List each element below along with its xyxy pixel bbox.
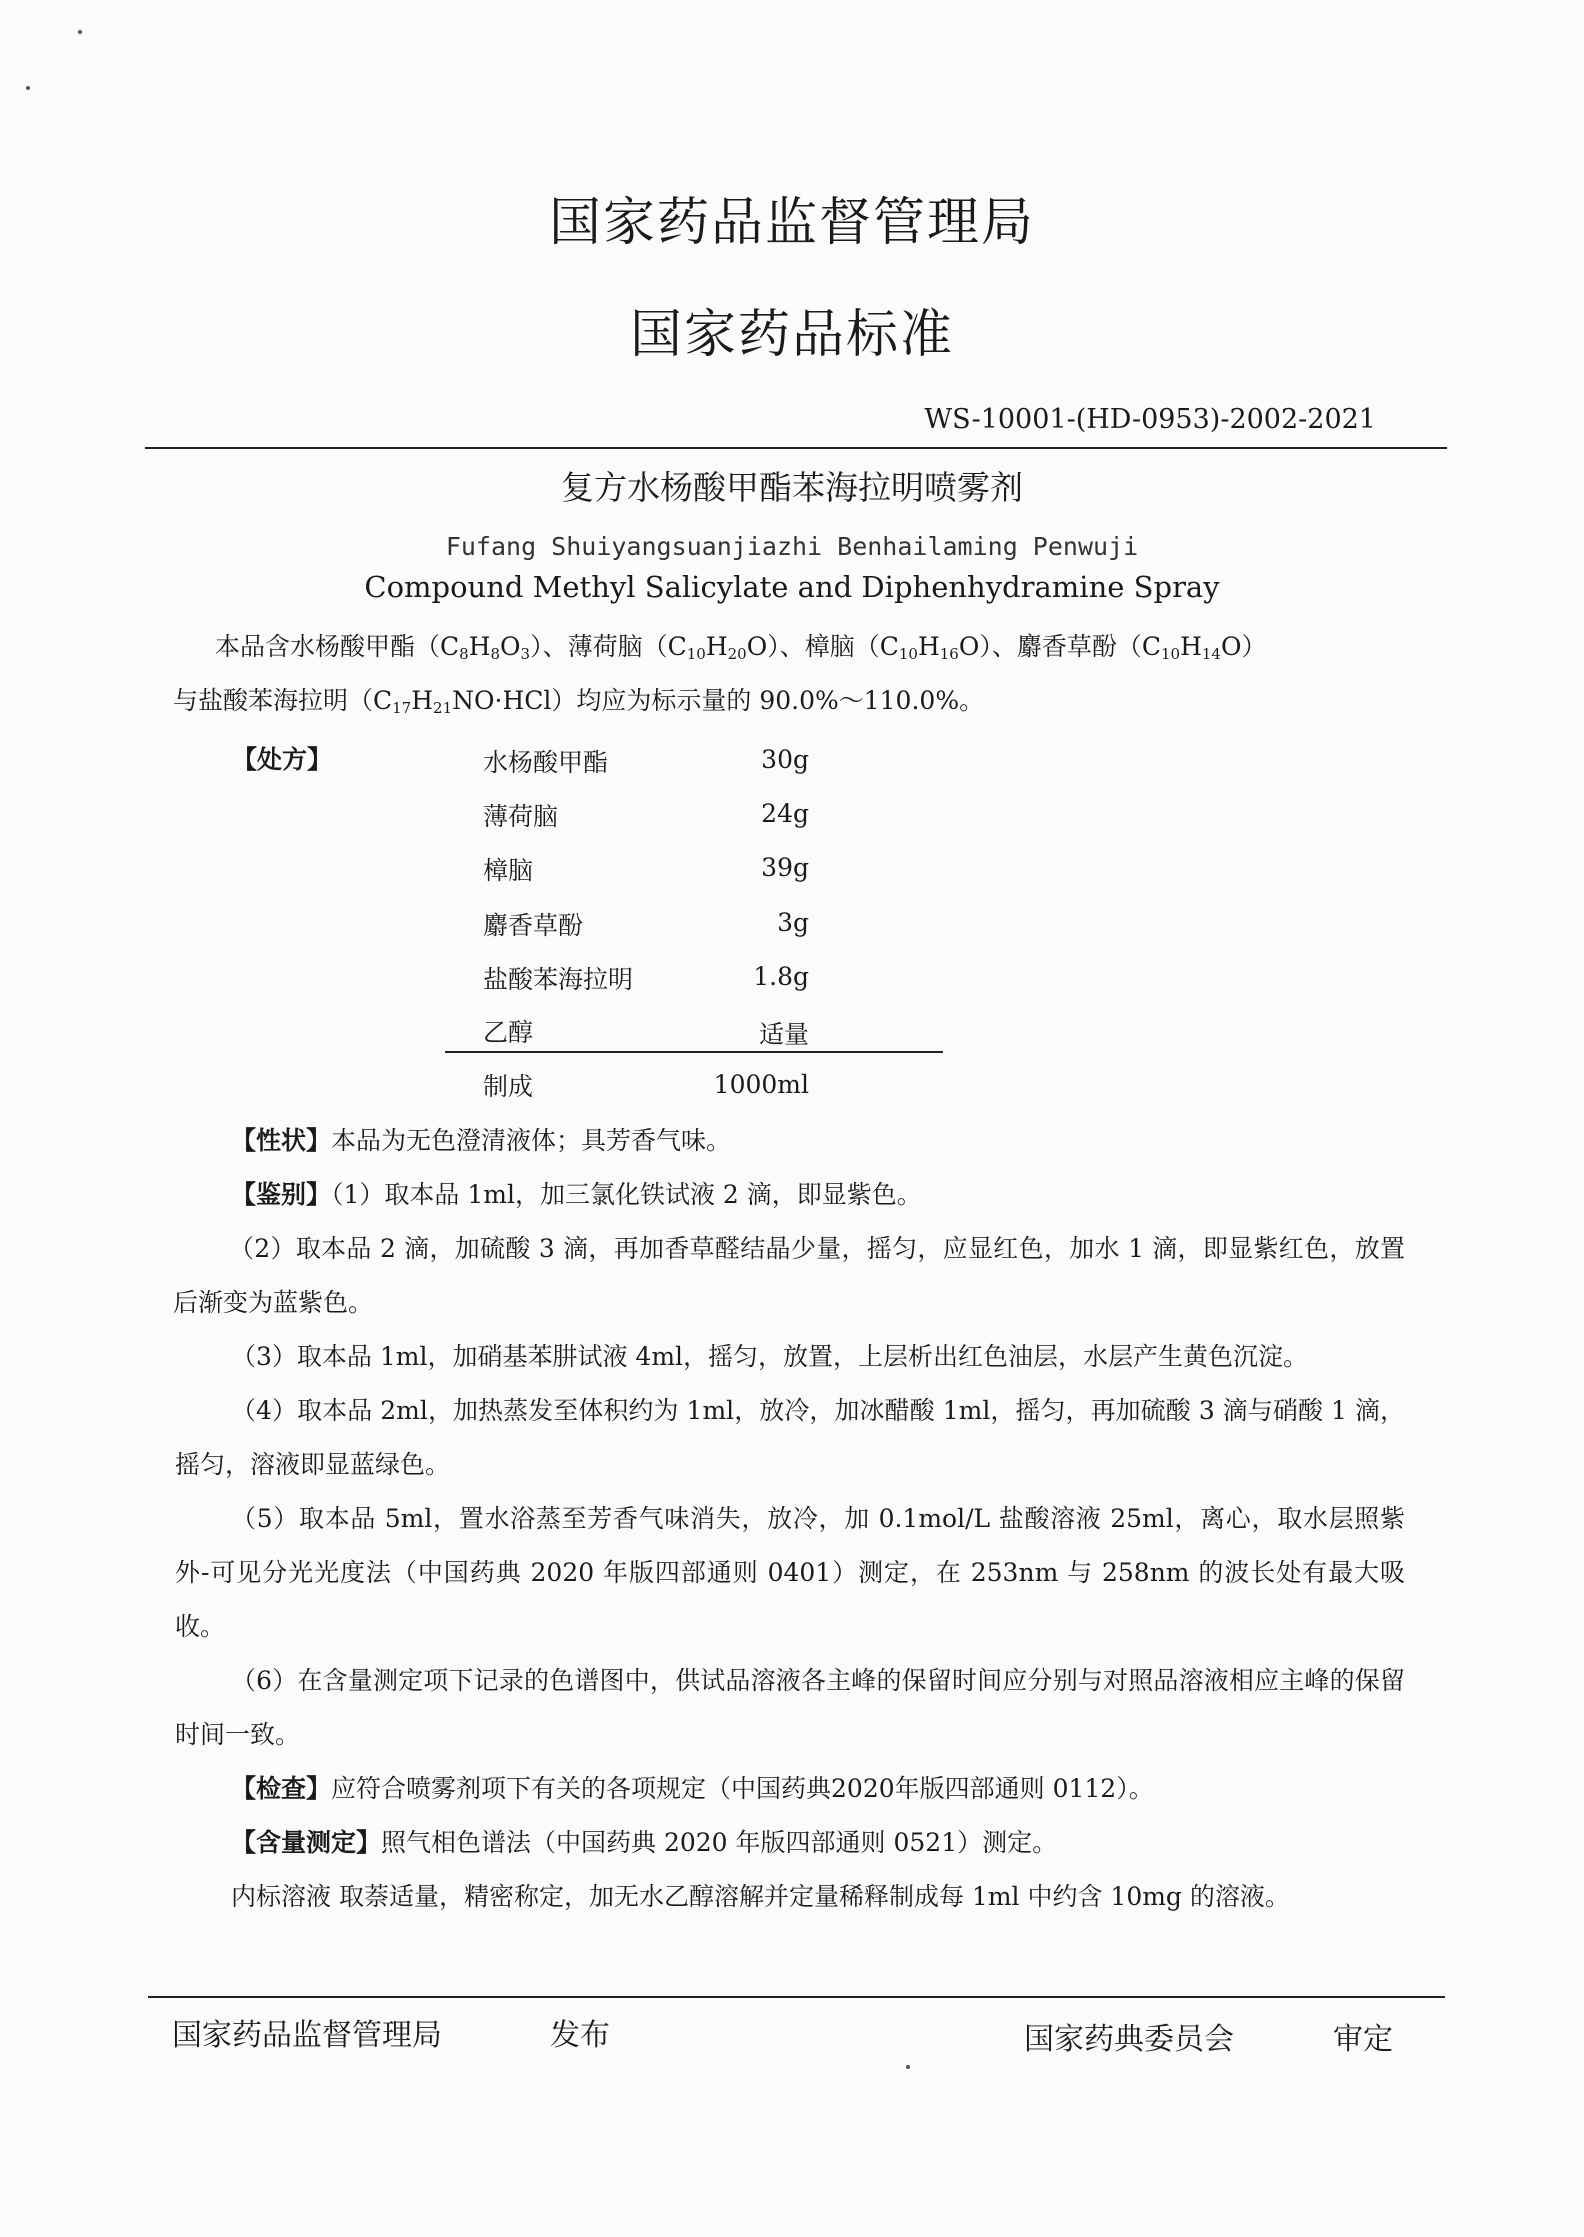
prescription-total-name: 制成 <box>483 1072 534 1101</box>
prescription-item-amount: 1.8g <box>753 962 809 991</box>
intro-subscript: 8 <box>490 645 501 663</box>
footer-review: 审定 <box>1333 2022 1393 2057</box>
prescription-item-amount: 30g <box>761 745 809 774</box>
prescription-item-name: 薄荷脑 <box>483 802 559 831</box>
intro-text: O） <box>1220 632 1267 661</box>
prescription-label: 【处方】 <box>232 745 333 774</box>
intro-text: H <box>1180 632 1202 661</box>
intro-subscript: 21 <box>433 699 453 717</box>
intro-text: H <box>468 632 491 661</box>
intro-subscript: 3 <box>520 645 531 663</box>
prescription-total-amount: 1000ml <box>713 1070 809 1099</box>
intro-text: H <box>705 632 728 661</box>
intro-text: 本品含水杨酸甲酯（C <box>215 632 460 661</box>
prescription-rule <box>445 1051 943 1053</box>
properties-label: 【性状】 <box>231 1126 332 1155</box>
prescription-item-name: 麝香草酚 <box>483 911 584 940</box>
scan-speck <box>78 30 82 34</box>
intro-paragraph <box>175 620 1405 728</box>
intro-subscript: 10 <box>686 645 706 663</box>
inspection-section <box>175 1762 1405 1816</box>
intro-subscript: 10 <box>1160 645 1181 663</box>
inspection-label: 【检查】 <box>231 1774 332 1803</box>
identification-section <box>175 1168 1405 1762</box>
inspection-text: 应符合喷雾剂项下有关的各项规定（中国药典2020年版四部通则 0112）。 <box>331 1774 1154 1803</box>
prescription-item-amount: 24g <box>761 799 809 828</box>
standard-title: 国家药品标准 <box>629 305 954 365</box>
identification-item-1: （1）取本品 1ml，加三氯化铁试液 2 滴，即显紫色。 <box>331 1180 922 1209</box>
internal-standard-text: 取萘适量，精密称定，加无水乙醇溶解并定量稀释制成每 1ml 中约含 10mg 的溶液。 <box>338 1882 1290 1911</box>
footer-rule <box>148 1996 1445 1998</box>
prescription-item-name: 樟脑 <box>483 856 534 885</box>
drug-name-cn: 复方水杨酸甲酯苯海拉明喷雾剂 <box>561 468 1023 507</box>
intro-subscript: 8 <box>459 645 469 663</box>
intro-subscript: 14 <box>1201 645 1221 663</box>
properties-text: 本品为无色澄清液体；具芳香气味。 <box>331 1126 732 1155</box>
footer-reviewer: 国家药典委员会 <box>1024 2022 1234 2057</box>
header-rule <box>145 447 1447 449</box>
identification-label: 【鉴别】 <box>231 1180 332 1209</box>
authority-title: 国家药品监督管理局 <box>548 193 1035 253</box>
intro-text: NO·HCl）均应为标示量的 90.0%～110.0%。 <box>452 686 985 715</box>
prescription-item-amount: 39g <box>761 853 809 882</box>
prescription-item-name: 盐酸苯海拉明 <box>483 965 634 994</box>
identification-item-5: （5）取本品 5ml，置水浴蒸至芳香气味消失，放冷，加 0.1mol/L 盐酸溶液 25ml，离心，取水层照紫外-可见分光光度法（中国药典 2020 年版四部通则 0401）测定，在 253nm 与 258nm 的波长处有最大吸收。 <box>175 1504 1405 1641</box>
prescription-item-name: 水杨酸甲酯 <box>483 748 609 777</box>
intro-text: O）、麝香草酚（C <box>958 632 1161 661</box>
scan-speck <box>906 2065 910 2069</box>
identification-item-2: （2）取本品 2 滴，加硫酸 3 滴，再加香草醛结晶少量，摇匀，应显红色，加水 1 滴，即显紫红色，放置后渐变为蓝紫色。 <box>173 1234 1405 1317</box>
identification-item-6: （6）在含量测定项下记录的色谱图中，供试品溶液各主峰的保留时间应分别与对照品溶液相应主峰的保留时间一致。 <box>175 1666 1405 1749</box>
footer-publisher: 国家药品监督管理局 <box>172 2018 442 2053</box>
identification-item-4: （4）取本品 2ml，加热蒸发至体积约为 1ml，放冷，加冰醋酸 1ml，摇匀，再加硫酸 3 滴与硝酸 1 滴，摇匀，溶液即显蓝绿色。 <box>175 1396 1405 1479</box>
intro-text: H <box>411 686 434 715</box>
footer-publish: 发布 <box>550 2018 610 2053</box>
intro-subscript: 20 <box>727 645 747 663</box>
drug-name-pinyin: Fufang Shuiyangsuanjiazhi Benhailaming Penwuji <box>445 532 1139 561</box>
prescription-item-amount: 适量 <box>758 1020 809 1049</box>
intro-text: ）、薄荷脑（C <box>530 632 687 661</box>
intro-text: H <box>917 632 940 661</box>
prescription-item-amount: 3g <box>777 908 809 937</box>
assay-label: 【含量测定】 <box>231 1828 382 1857</box>
prescription-item-name: 乙醇 <box>483 1018 534 1047</box>
properties-section <box>175 1114 1405 1168</box>
intro-subscript: 17 <box>392 699 412 717</box>
internal-standard-label: 内标溶液 <box>231 1882 332 1911</box>
standard-number: WS-10001-(HD-0953)-2002-2021 <box>924 404 1376 435</box>
assay-text: 照气相色谱法（中国药典 2020 年版四部通则 0521）测定。 <box>381 1828 1058 1857</box>
intro-subscript: 10 <box>898 645 918 663</box>
assay-section <box>175 1816 1405 1924</box>
identification-item-3: （3）取本品 1ml，加硝基苯肼试液 4ml，摇匀，放置，上层析出红色油层，水层产生黄色沉淀。 <box>231 1342 1309 1371</box>
intro-text: 与盐酸苯海拉明（C <box>173 686 393 715</box>
intro-text: O <box>500 632 521 661</box>
intro-text: O）、樟脑（C <box>746 632 899 661</box>
intro-subscript: 16 <box>939 645 959 663</box>
scan-speck <box>26 86 30 90</box>
drug-name-en: Compound Methyl Salicylate and Diphenhydramine Spray <box>364 570 1220 604</box>
